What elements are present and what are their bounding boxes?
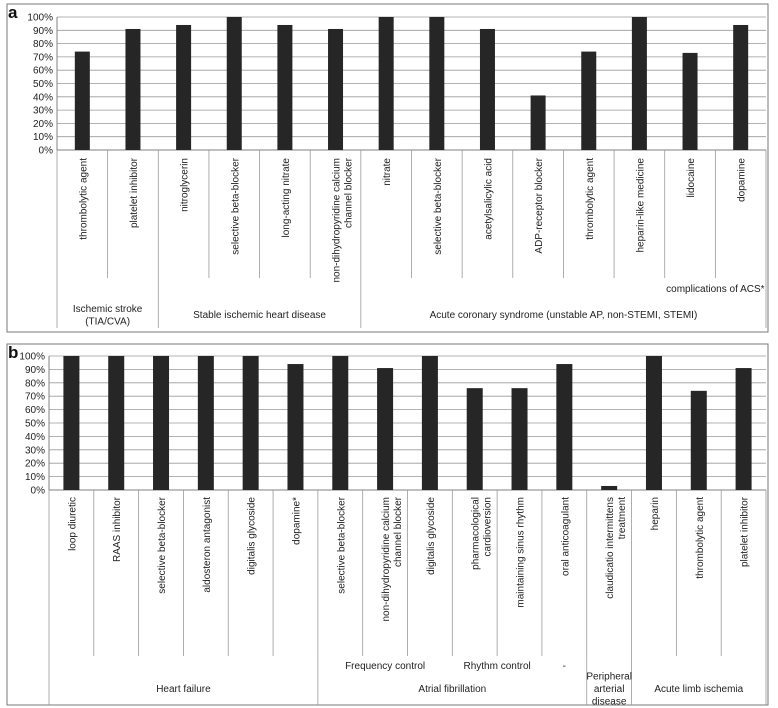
group-label: disease (591, 696, 627, 708)
bar-14 (733, 25, 748, 150)
category-label: treatment (617, 497, 629, 540)
y-tick-label: 10% (32, 132, 53, 144)
bar-5 (277, 25, 292, 150)
category-label: non-dihydropyridine calcium (331, 158, 343, 283)
category-label: RAAS inhibitor (112, 497, 124, 563)
category-label: claudicatio intermittens (605, 497, 617, 599)
group-label: Acute coronary syndrome (unstable AP, non-STEMI, STEMI) (429, 310, 698, 321)
y-tick-label: 80% (24, 378, 45, 390)
bar-10 (531, 95, 546, 150)
y-tick-label: 90% (24, 364, 45, 376)
category-label: dopamine (736, 158, 748, 202)
y-tick-label: 10% (24, 472, 45, 484)
category-label: loop diuretic (67, 497, 79, 551)
y-tick-label: 30% (24, 445, 45, 457)
panel-label: a (8, 3, 18, 22)
bar-4 (227, 17, 242, 150)
y-tick-label: 60% (32, 65, 53, 77)
category-label: ADP-receptor blocker (534, 158, 546, 254)
y-tick-label: 80% (32, 39, 53, 51)
category-label: acetylsalicylic acid (483, 158, 495, 240)
bar-11 (512, 388, 528, 490)
bar-10 (467, 388, 483, 490)
category-label: selective beta-blocker (432, 157, 444, 255)
bar-5 (243, 356, 259, 490)
bar-11 (581, 52, 596, 150)
category-label: thrombolytic agent (584, 158, 596, 240)
category-label: thrombolytic agent (694, 497, 706, 579)
group-label: Peripheral (586, 671, 632, 683)
bar-2 (125, 29, 140, 150)
category-label: selective beta-blocker (230, 158, 242, 255)
bar-13 (683, 53, 698, 150)
y-tick-label: 20% (24, 458, 45, 470)
bar-12 (632, 17, 647, 150)
bar-6 (287, 364, 303, 490)
bar-7 (379, 17, 394, 150)
category-label: platelet inhibitor (128, 158, 140, 229)
y-tick-label: 30% (32, 105, 53, 117)
y-tick-label: 0% (30, 485, 45, 497)
category-label: oral anticoagulant (560, 497, 572, 576)
category-label: lidocaine (686, 158, 698, 198)
y-tick-label: 100% (19, 351, 45, 363)
subgroup-label: - (562, 661, 567, 672)
subgroup-label: complications of ACS* (666, 284, 765, 295)
y-tick-label: 90% (32, 25, 53, 37)
panel-a (7, 3, 768, 332)
group-label: Stable ischemic heart disease (193, 310, 327, 321)
group-label: (TIA/CVA) (85, 316, 131, 328)
category-label: thrombolytic agent (78, 158, 90, 240)
group-label: Heart failure (156, 684, 211, 695)
bar-6 (328, 29, 343, 150)
y-tick-label: 50% (24, 418, 45, 430)
bar-14 (646, 356, 662, 490)
y-tick-label: 60% (24, 405, 45, 417)
y-tick-label: 100% (27, 12, 53, 24)
category-label: maintaining sinus rhythm (515, 497, 527, 608)
y-tick-label: 70% (24, 391, 45, 403)
category-label: digitalis glycoside (425, 497, 437, 575)
subgroup-label: Rhythm control (463, 661, 531, 672)
bar-8 (377, 368, 393, 490)
bar-2 (108, 356, 124, 490)
panel-label: b (8, 343, 19, 362)
bar-1 (63, 356, 79, 490)
y-tick-label: 50% (32, 79, 53, 90)
bar-13 (601, 486, 617, 490)
category-label: aldosteron antagonist (201, 497, 213, 593)
subgroup-label: Frequency control (345, 661, 426, 672)
category-label: channel blocker (343, 158, 355, 229)
y-tick-label: 40% (24, 431, 45, 443)
category-label: selective beta-blocker (336, 497, 348, 594)
category-label: dopamine* (291, 497, 303, 545)
category-label: nitrate (382, 158, 394, 186)
bar-9 (422, 356, 438, 490)
bar-1 (75, 52, 90, 150)
bar-15 (691, 391, 707, 490)
category-label: selective beta-blocker (157, 497, 169, 594)
category-label: platelet inhibitor (739, 497, 751, 568)
group-label: Atrial fibrillation (418, 684, 487, 695)
bar-7 (332, 356, 348, 490)
panel-b (7, 343, 768, 708)
y-tick-label: 40% (32, 92, 53, 104)
bar-12 (556, 364, 572, 490)
category-label: heparin (649, 497, 661, 531)
bar-16 (736, 368, 752, 490)
bar-9 (480, 29, 495, 150)
category-label: long-acting nitrate (280, 158, 292, 238)
bar-4 (198, 356, 214, 490)
y-tick-label: 20% (32, 118, 53, 130)
category-label: heparin-like medicine (635, 158, 647, 253)
category-label: non-dihydropyridine calcium (381, 497, 393, 622)
group-label: Acute limb ischemia (654, 684, 744, 695)
category-label: pharmacological (470, 497, 482, 570)
category-label: channel blocker (393, 497, 405, 568)
group-label: arterial (593, 684, 625, 695)
category-label: digitalis glycoside (246, 497, 258, 575)
category-label: cardioversion (482, 497, 494, 557)
bar-3 (153, 356, 169, 490)
y-tick-label: 70% (32, 52, 53, 64)
category-label: nitroglycerin (179, 158, 191, 212)
group-label: Ischemic stroke (72, 303, 143, 315)
bar-8 (429, 17, 444, 150)
y-tick-label: 0% (38, 145, 53, 157)
bar-3 (176, 25, 191, 150)
